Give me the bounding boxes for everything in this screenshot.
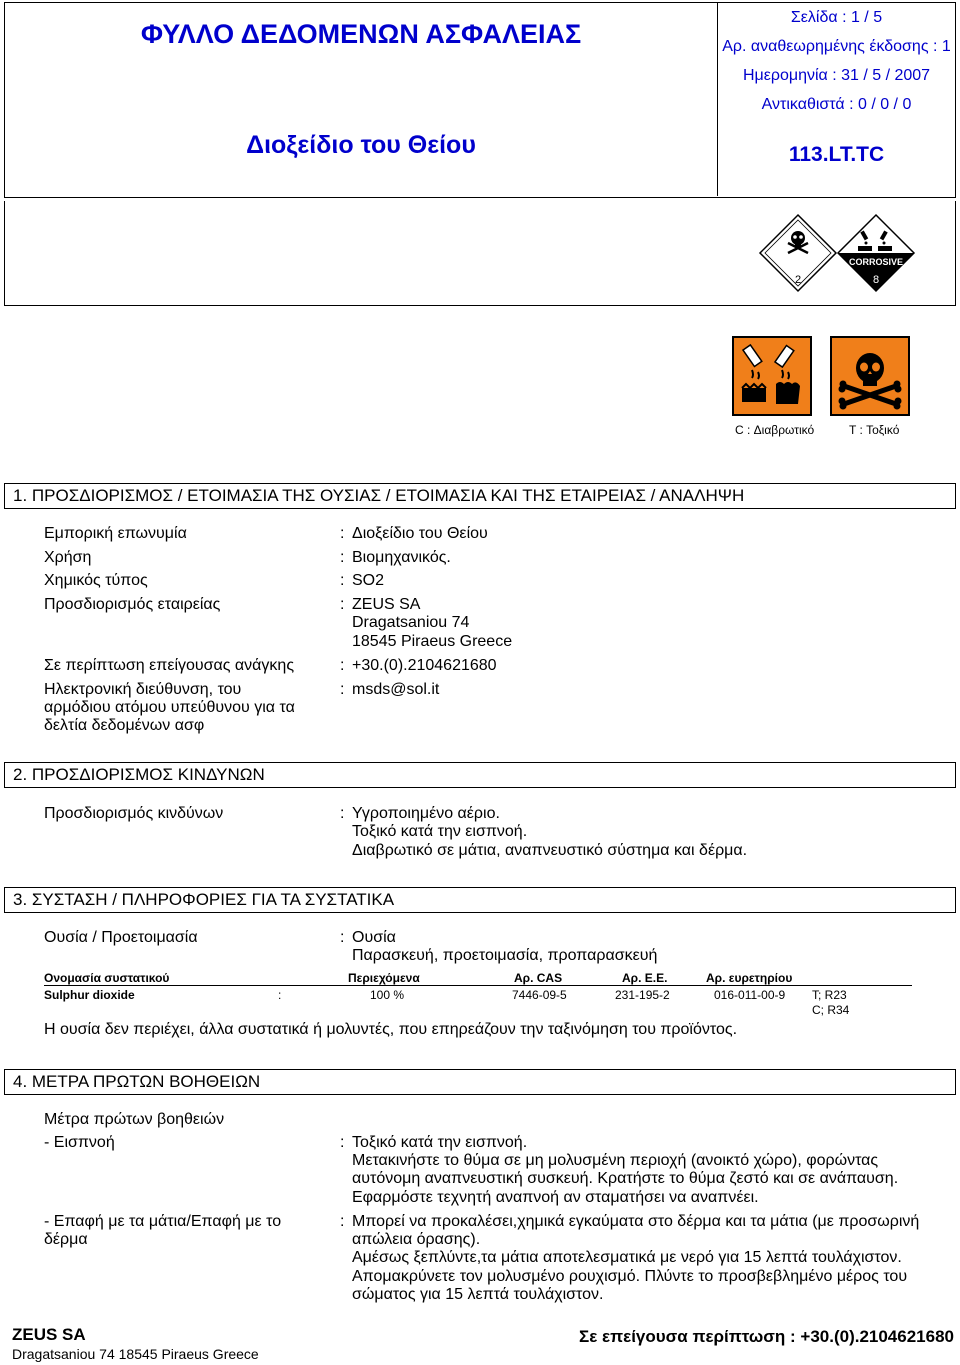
component-content: 100 % xyxy=(370,988,405,1002)
formula-label: Χημικός τύπος xyxy=(44,572,148,589)
transport-label-pictograms xyxy=(758,213,918,297)
component-class-1: T; R23 xyxy=(812,988,847,1002)
col-header-content: Περιεχόμενα xyxy=(348,971,420,985)
document-code: 113.LT.TC xyxy=(788,143,885,166)
component-name: Sulphur dioxide xyxy=(44,988,135,1002)
product-name: Διοξείδιο του Θείου xyxy=(246,131,476,159)
inhalation-label: - Εισπνοή xyxy=(44,1134,115,1151)
hazard-line-2: Τοξικό κατά την εισπνοή. xyxy=(352,823,528,840)
section-2-title: 2. ΠΡΟΣΔΙΟΡΙΣΜΟΣ ΚΙΝΔΥΝΩΝ xyxy=(4,762,956,788)
footer-company: ZEUS SA xyxy=(12,1325,86,1344)
email-label-line-1: Ηλεκτρονική διεύθυνση, του xyxy=(44,681,242,698)
substance-subvalue: Παρασκευή, προετοιμασία, προπαρασκευή xyxy=(352,947,658,964)
toxic-caption: T : Τοξικό xyxy=(849,423,900,437)
inhalation-line-1: Τοξικό κατά την εισπνοή. xyxy=(352,1134,528,1151)
contact-line-3: Αμέσως ξεπλύντε,τα μάτια αποτελεσματικά με νερό για 15 λεπτά τουλάχιστον. xyxy=(352,1249,902,1266)
trade-name-label: Εμπορική επωνυμία xyxy=(44,525,187,542)
section-4-title: 4. ΜΕΤΡΑ ΠΡΩΤΩΝ ΒΟΗΘΕΙΩΝ xyxy=(4,1069,956,1095)
component-class-2: C; R34 xyxy=(812,1003,850,1017)
email-label-line-2: αρμόδιου ατόμου υπεύθυνου για τα xyxy=(44,699,295,716)
hazard-line-3: Διαβρωτικό σε μάτια, αναπνευστικό σύστημα και δέρμα. xyxy=(352,842,748,859)
section-1-title: 1. ΠΡΟΣΔΙΟΡΙΣΜΟΣ / ΕΤΟΙΜΑΣΙΑ ΤΗΣ ΟΥΣΙΑΣ / ΕΤΟΙΜΑΣΙΑ ΚΑΙ ΤΗΣ ΕΤΑΙΡΕΙΑΣ / ΑΝΑΛΗΨΗ xyxy=(4,483,956,509)
substance-label: Ουσία / Προετοιμασία xyxy=(44,929,198,946)
inhalation-line-4: Εφαρμόστε τεχνητή αναπνοή αν σταματήσει να αναπνέει. xyxy=(352,1189,759,1206)
colon: : xyxy=(340,657,345,674)
contact-label-line-2: δέρμα xyxy=(44,1231,88,1248)
emergency-label: Σε περίπτωση επείγουσας ανάγκης xyxy=(44,657,295,674)
company-city: 18545 Piraeus Greece xyxy=(352,633,513,650)
contact-line-1: Μπορεί να προκαλέσει,χημικά εγκαύματα στο δέρμα και τα μάτια (με προσωρινή xyxy=(352,1213,920,1230)
revision-date: Ημερομηνία : 31 / 5 / 2007 xyxy=(742,67,931,84)
colon: : xyxy=(340,681,345,698)
colon: : xyxy=(340,1213,345,1230)
hazard-line-1: Υγροποιημένο αέριο. xyxy=(352,805,500,822)
substance-value: Ουσία xyxy=(352,929,396,946)
colon: : xyxy=(340,805,345,822)
revision-number: Αρ. αναθεωρημένης έκδοσης : 1 xyxy=(722,38,951,55)
formula-value: SO2 xyxy=(352,572,385,589)
trade-name-value: Διοξείδιο του Θείου xyxy=(352,525,488,542)
footer-emergency: Σε επείγουσα περίπτωση : +30.(0).2104621680 xyxy=(579,1327,954,1346)
col-header-name: Ονομασία συστατικού xyxy=(44,971,170,985)
inhalation-line-3: αυτόνομη αναπνευστική συσκευή. Κρατήστε το θύμα ζεστό και σε ανάπαυση. xyxy=(352,1170,899,1187)
toxic-gas-diamond-icon xyxy=(760,215,836,291)
company-street: Dragatsaniou 74 xyxy=(352,614,470,631)
corrosive-caption: C : Διαβρωτικό xyxy=(735,423,815,437)
page-number: Σελίδα : 1 / 5 xyxy=(790,9,883,26)
col-header-index: Αρ. ευρετηρίου xyxy=(706,971,793,985)
contact-line-2: απώλεια όρασης). xyxy=(352,1231,481,1248)
composition-note: Η ουσία δεν περιέχει, άλλα συστατικά ή μολυντές, που επηρεάζουν την ταξινόμηση του προϊόντος. xyxy=(44,1021,738,1038)
use-value: Βιομηχανικός. xyxy=(352,549,451,566)
emergency-phone: +30.(0).2104621680 xyxy=(352,657,497,674)
header-meta-block xyxy=(717,3,954,196)
document-header xyxy=(4,2,956,198)
use-label: Χρήση xyxy=(44,549,92,566)
colon: : xyxy=(340,1134,345,1151)
component-index: 016-011-00-9 xyxy=(714,988,786,1002)
supersedes: Αντικαθιστά : 0 / 0 / 0 xyxy=(761,96,912,113)
class-8-number: 8 xyxy=(872,274,880,286)
col-header-ec: Αρ. E.E. xyxy=(622,971,668,985)
colon: : xyxy=(340,525,345,542)
contact-label-line-1: - Επαφή με τα μάτια/Επαφή με το xyxy=(44,1213,282,1230)
table-header-divider xyxy=(44,985,912,986)
component-cas: 7446-09-5 xyxy=(512,988,567,1002)
row-colon: : xyxy=(278,988,282,1002)
toxic-symbol-icon xyxy=(830,336,910,416)
header-title-block xyxy=(5,3,717,196)
colon: : xyxy=(340,549,345,566)
colon: : xyxy=(340,572,345,589)
corrosive-symbol-icon xyxy=(732,336,812,416)
hazards-label: Προσδιορισμός κινδύνων xyxy=(44,805,224,822)
document-title: ΦΥΛΛΟ ΔΕΔΟΜΕΝΩΝ ΑΣΦΑΛΕΙΑΣ xyxy=(140,19,582,49)
col-header-cas: Αρ. CAS xyxy=(514,971,563,985)
colon: : xyxy=(340,596,345,613)
corrosive-text: CORROSIVE xyxy=(848,257,904,267)
transport-labels-area xyxy=(4,201,956,306)
company-label: Προσδιορισμός εταιρείας xyxy=(44,596,221,613)
corrosive-diamond-icon xyxy=(838,215,914,291)
inhalation-line-2: Μετακινήστε το θύμα σε μη μολυσμένη περιοχή (ανοικτό χώρο), φορώντας xyxy=(352,1152,879,1169)
contact-line-5: σώματος για 15 λεπτά τουλάχιστον. xyxy=(352,1286,604,1303)
section-3-title: 3. ΣΥΣΤΑΣΗ / ΠΛΗΡΟΦΟΡΙΕΣ ΓΙΑ ΤΑ ΣΥΣΤΑΤΙΚΑ xyxy=(4,887,956,913)
company-name: ZEUS SA xyxy=(352,596,421,613)
footer-address: Dragatsaniou 74 18545 Piraeus Greece xyxy=(12,1346,259,1362)
class-2-number: 2 xyxy=(794,274,802,286)
first-aid-subtitle: Μέτρα πρώτων βοηθειών xyxy=(44,1111,225,1128)
component-ec: 231-195-2 xyxy=(615,988,670,1002)
email-label-line-3: δελτία δεδομένων ασφ xyxy=(44,717,205,734)
email-value: msds@sol.it xyxy=(352,681,440,698)
colon: : xyxy=(340,929,345,946)
contact-line-4: Απομακρύνετε τον μολυσμένο ρουχισμό. Πλύντε το προσβεβλημένο μέρος του xyxy=(352,1268,908,1285)
